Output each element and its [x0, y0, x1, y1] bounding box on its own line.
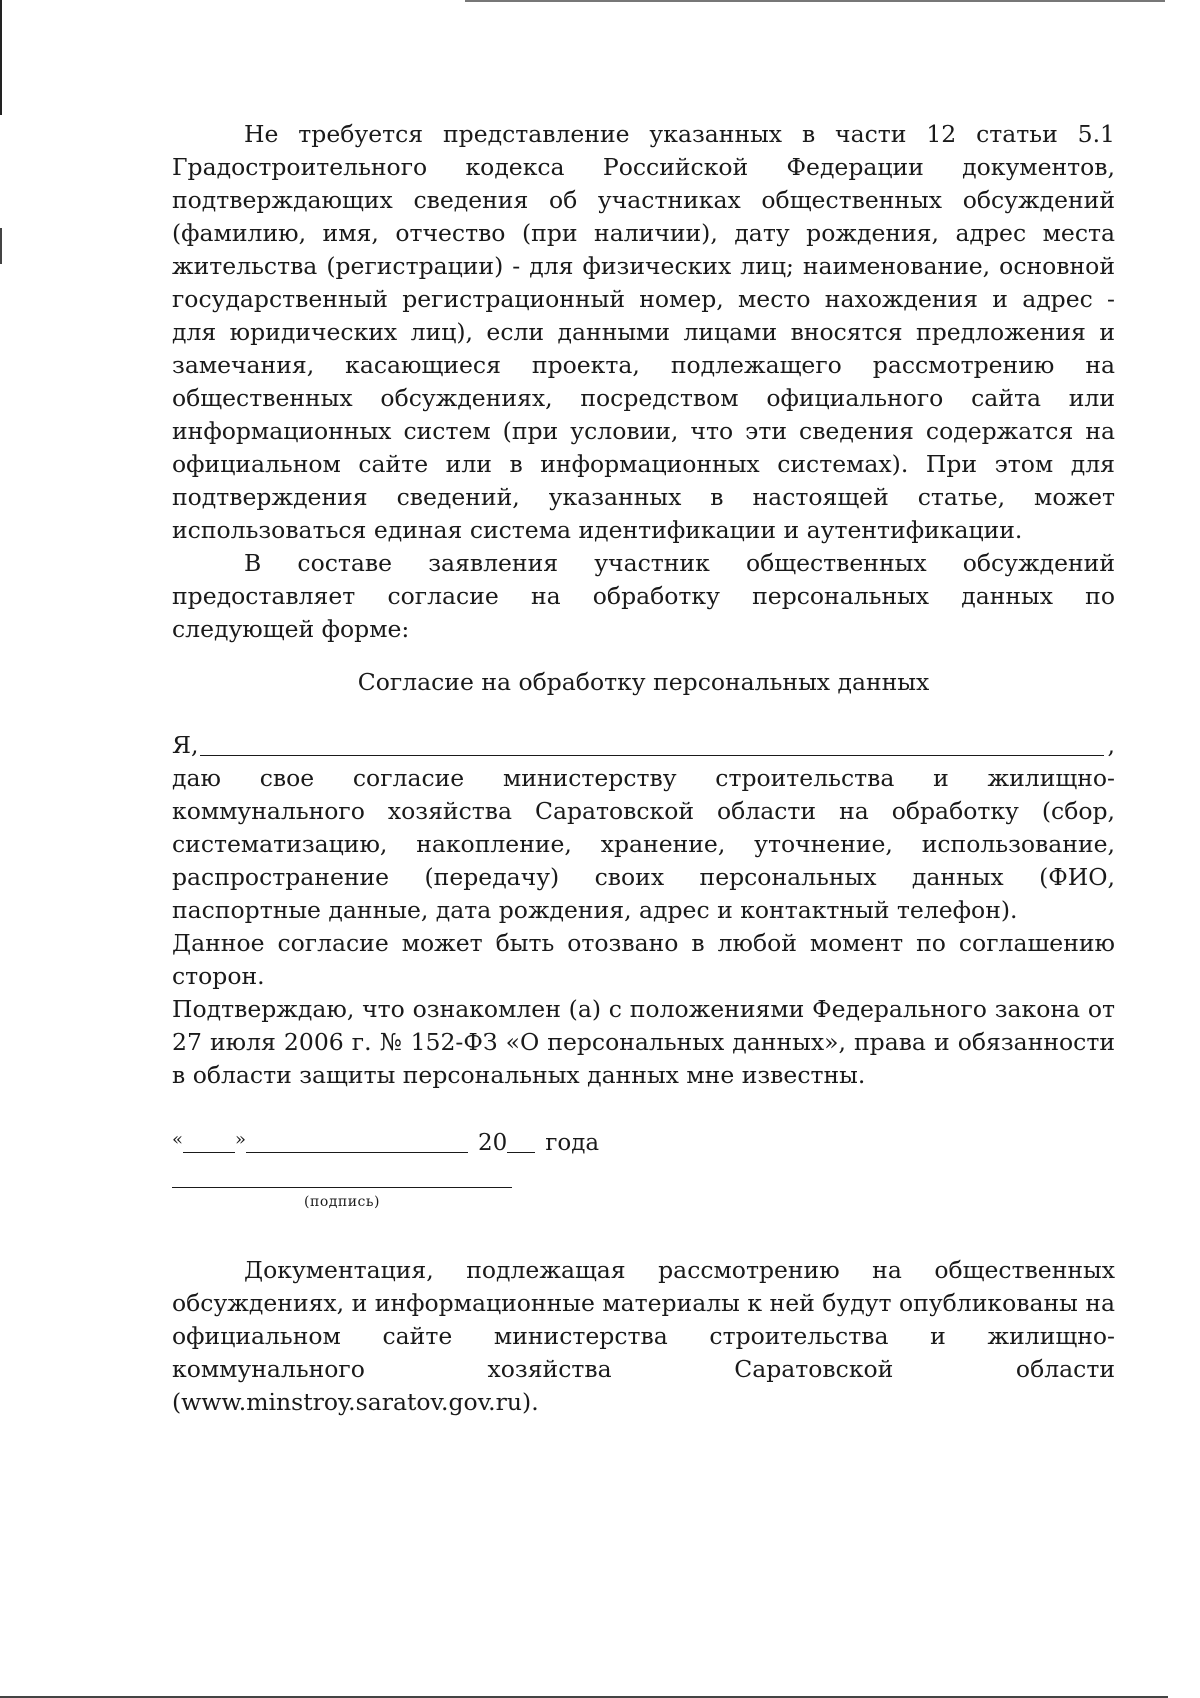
consent-form-title: Согласие на обработку персональных данных — [357, 668, 930, 696]
consent-revocation-text: Данное согласие может быть отозвано в любой момент по соглашению сторон. — [172, 929, 1115, 990]
year-prefix: 20 — [478, 1130, 508, 1156]
signature-blank-field[interactable] — [172, 1186, 512, 1188]
date-close-quote: » — [235, 1129, 247, 1150]
name-blank-field[interactable] — [200, 754, 1103, 756]
name-suffix: , — [1107, 731, 1115, 759]
scan-edge-top — [465, 0, 1165, 2]
name-prefix: Я, — [172, 731, 199, 759]
paragraph-consent-intro: В составе заявления участник общественных обсуждений предоставляет согласие на обработку персональных данных по следующей форме: — [172, 549, 1115, 643]
scan-edge-mark — [0, 228, 2, 264]
signature-block — [172, 1186, 512, 1214]
paragraph-documentation-publication: Документация, подлежащая рассмотрению на общественных обсуждениях, и информационные материалы к ней будут опубликованы на официальном сайте министерства строительства и жилищно-коммунального хозяйства Саратовской области (www.minstroy.saratov.gov.ru). — [172, 1256, 1115, 1416]
document-body — [172, 118, 1115, 1419]
date-open-quote: « — [172, 1129, 184, 1150]
date-field-row — [172, 1124, 1115, 1160]
day-blank-field[interactable] — [183, 1152, 235, 1153]
month-blank-field[interactable] — [246, 1152, 468, 1153]
consent-acknowledgement-text: Подтверждаю, что ознакомлен (а) с положениями Федерального закона от 27 июля 2006 г. № 152-ФЗ «О персональных данных», права и обязанности в области защиты персональных данных мне известны. — [172, 995, 1115, 1089]
signature-caption: (подпись) — [304, 1194, 380, 1210]
consent-form — [172, 666, 1115, 1214]
paragraph-documents-not-required: Не требуется представление указанных в части 12 статьи 5.1 Градостроительного кодекса Российской Федерации документов, подтверждающих сведения об участниках общественных обсуждений (фамилию, имя, отчество (при наличии), дату рождения, адрес места жительства (регистрации) - для физических лиц; наименование, основной государственный регистрационный номер, место нахождения и адрес - для юридических лиц), если данными лицами вносятся предложения и замечания, касающиеся проекта, подлежащего рассмотрению на общественных обсуждениях, посредством официального сайта или информационных систем (при условии, что эти сведения содержатся на официальном сайте или в информационных системах). При этом для подтверждения сведений, указанных в настоящей статье, может использоваться единая система идентификации и аутентификации. — [172, 120, 1115, 544]
consent-body-text: даю свое согласие министерству строительства и жилищно-коммунального хозяйства Саратовской области на обработку (сбор, систематизацию, накопление, хранение, уточнение, использование, распространение (передачу) своих персональных данных (ФИО, паспортные данные, дата рождения, адрес и контактный телефон). — [172, 764, 1115, 924]
scan-edge-left — [0, 0, 2, 115]
name-field-line — [172, 729, 1115, 762]
year-blank-field[interactable] — [507, 1152, 535, 1153]
year-suffix: года — [545, 1130, 600, 1156]
